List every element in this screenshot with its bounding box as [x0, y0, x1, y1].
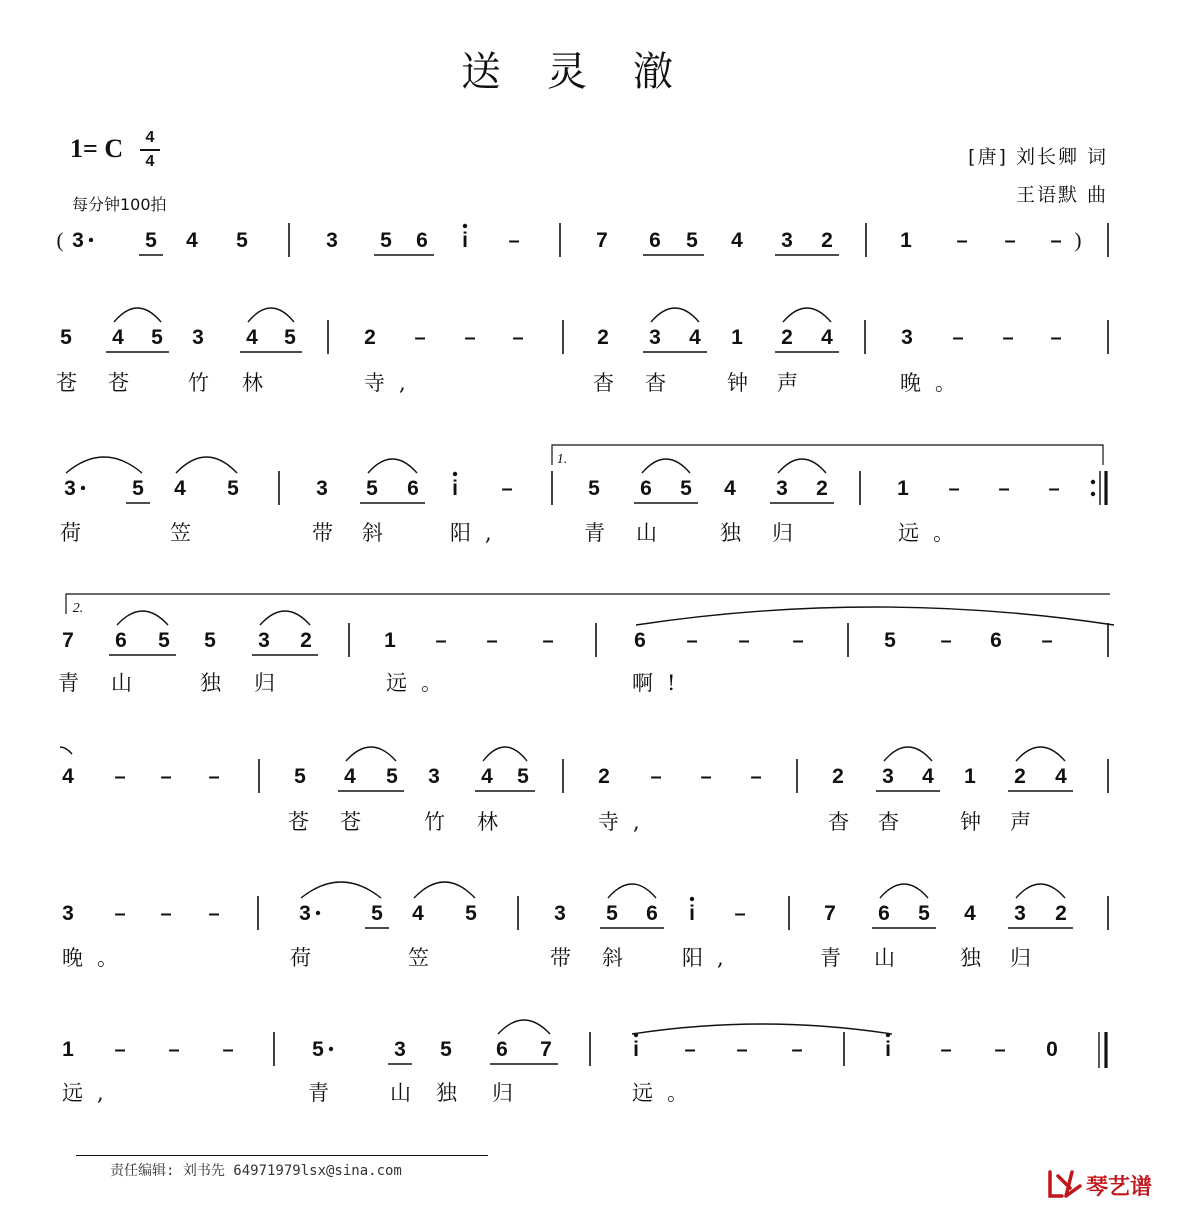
sustain-dash: –: [956, 230, 968, 252]
note: 1: [62, 1038, 74, 1061]
slur: [880, 884, 928, 898]
lyric-syllable: 远。: [386, 671, 456, 695]
note: i: [689, 902, 695, 925]
lyric-syllable: 归: [772, 521, 807, 545]
slur: [1016, 747, 1065, 761]
sustain-dash: –: [700, 766, 712, 788]
slur: [884, 747, 932, 761]
time-signature-top: 4: [145, 129, 155, 146]
lyric-syllable: 笠: [170, 521, 205, 545]
slur: [483, 747, 527, 761]
sustain-dash: –: [208, 903, 220, 925]
lyric-syllable: 归: [492, 1081, 527, 1105]
lyric-syllable: 阳,: [682, 946, 738, 970]
sustain-dash: –: [114, 766, 126, 788]
slur: [117, 611, 168, 625]
sustain-dash: –: [940, 1039, 952, 1061]
note: 5: [517, 765, 529, 788]
note: 7: [62, 629, 74, 652]
sustain-dash: –: [948, 478, 960, 500]
note: 3: [72, 229, 84, 252]
paren: (: [56, 228, 64, 252]
lyric-syllable: 林: [477, 810, 512, 834]
note: 3: [776, 477, 788, 500]
note: 5: [371, 902, 383, 925]
note: 6: [646, 902, 658, 925]
sustain-dash: –: [414, 327, 426, 349]
note: 5: [380, 229, 392, 252]
logo-text: 琴艺谱: [1086, 1175, 1153, 1200]
note: 6: [115, 629, 127, 652]
note: 5: [606, 902, 618, 925]
lyric-syllable: 独: [720, 521, 755, 545]
slur: [66, 457, 142, 473]
note: 5: [284, 326, 296, 349]
note: 5: [294, 765, 306, 788]
sustain-dash: –: [222, 1039, 234, 1061]
lyric-syllable: 独: [960, 946, 995, 970]
note: 6: [990, 629, 1002, 652]
augmentation-dot: [89, 238, 93, 242]
note: 4: [344, 765, 356, 788]
lyric-syllable: 寺,: [364, 371, 420, 395]
lyric-syllable: 笠: [408, 946, 443, 970]
note: 2: [816, 477, 828, 500]
note: 4: [724, 477, 736, 500]
note: 4: [62, 765, 74, 788]
note: i: [462, 229, 468, 252]
slur: [346, 747, 396, 761]
lyric-syllable: 带: [550, 946, 585, 970]
note: 4: [964, 902, 976, 925]
note: 5: [145, 229, 157, 252]
slur: [260, 611, 310, 625]
lyric-syllable: 苍: [340, 810, 375, 834]
slur: [778, 459, 826, 473]
lyric-syllable: 寺,: [598, 810, 654, 834]
volta-1-label: 1.: [556, 452, 568, 467]
sustain-dash: –: [160, 766, 172, 788]
tempo-marking: 每分钟100拍: [72, 195, 167, 214]
note: 5: [465, 902, 477, 925]
lyric-syllable: 阳,: [450, 521, 506, 545]
note: 3: [781, 229, 793, 252]
lyric-syllable: 苍: [108, 371, 143, 395]
slur: [608, 884, 656, 898]
note: 5: [686, 229, 698, 252]
slur: [301, 882, 381, 898]
sustain-dash: –: [734, 903, 746, 925]
lyric-syllable: 荷: [60, 521, 95, 545]
note: 4: [412, 902, 424, 925]
footer-divider: [76, 1155, 488, 1156]
note: 6: [407, 477, 419, 500]
note: 5: [884, 629, 896, 652]
note: 5: [158, 629, 170, 652]
note: 4: [174, 477, 186, 500]
lyric-syllable: 杳: [645, 371, 680, 395]
augmentation-dot: [329, 1047, 333, 1051]
note: 4: [186, 229, 198, 252]
lyric-syllable: 声: [1010, 810, 1045, 834]
lyric-syllable: 青: [584, 521, 619, 545]
note: 4: [481, 765, 493, 788]
lyric-syllable: 山: [874, 946, 909, 970]
sustain-dash: –: [464, 327, 476, 349]
note: 2: [300, 629, 312, 652]
sustain-dash: –: [1004, 230, 1016, 252]
logo-icon: [1046, 1168, 1084, 1200]
lyric-syllable: 晚。: [62, 946, 132, 970]
volta-1-bracket: [552, 445, 1103, 465]
note: 2: [364, 326, 376, 349]
slur: [632, 1024, 892, 1034]
sustain-dash: –: [208, 766, 220, 788]
lyric-syllable: 杳: [878, 810, 913, 834]
repeat-dot: [1091, 480, 1095, 484]
sustain-dash: –: [736, 1039, 748, 1061]
note: 4: [731, 229, 743, 252]
note: 3: [192, 326, 204, 349]
lyric-syllable: 斜: [602, 946, 637, 970]
note: 6: [649, 229, 661, 252]
note: i: [885, 1038, 891, 1061]
note: 5: [588, 477, 600, 500]
lyric-syllable: 杳: [828, 810, 863, 834]
note: 3: [428, 765, 440, 788]
tie-continuation: [60, 747, 72, 754]
note: 3: [554, 902, 566, 925]
note: 2: [781, 326, 793, 349]
sustain-dash: –: [952, 327, 964, 349]
note: 5: [60, 326, 72, 349]
note: 1: [897, 477, 909, 500]
note: 3: [394, 1038, 406, 1061]
slur: [498, 1020, 550, 1034]
augmentation-dot: [316, 911, 320, 915]
lyric-syllable: 竹: [188, 371, 223, 395]
lyric-syllable: 远。: [632, 1081, 702, 1105]
note: 5: [312, 1038, 324, 1061]
note: 5: [236, 229, 248, 252]
note: 3: [62, 902, 74, 925]
lyric-syllable: 荷: [290, 946, 325, 970]
note: 2: [821, 229, 833, 252]
lyric-syllable: 带: [312, 521, 347, 545]
lyric-syllable: 苍: [288, 810, 323, 834]
note: 5: [680, 477, 692, 500]
lyric-syllable: 远,: [62, 1081, 118, 1105]
sustain-dash: –: [114, 903, 126, 925]
note: 5: [440, 1038, 452, 1061]
lyric-syllable: 归: [1010, 946, 1045, 970]
lyric-syllable: 山: [111, 671, 146, 695]
sustain-dash: –: [650, 766, 662, 788]
lyric-syllable: 苍: [56, 371, 91, 395]
note: 4: [1055, 765, 1067, 788]
lyric-syllable: 青: [58, 671, 93, 695]
note: 5: [366, 477, 378, 500]
note: 5: [918, 902, 930, 925]
sustain-dash: –: [508, 230, 520, 252]
lyric-syllable: 归: [254, 671, 289, 695]
note: 1: [964, 765, 976, 788]
note: i: [633, 1038, 639, 1061]
note: 4: [689, 326, 701, 349]
slur: [642, 459, 690, 473]
volta-2-label: 2.: [72, 601, 84, 616]
repeat-dot: [1091, 492, 1095, 496]
sustain-dash: –: [998, 478, 1010, 500]
paren: ): [1074, 228, 1082, 252]
slur: [636, 607, 1114, 625]
lyricist-credit: [唐] 刘长卿 词: [968, 146, 1108, 168]
sustain-dash: –: [1048, 478, 1060, 500]
lyric-syllable: 杳: [593, 371, 628, 395]
sustain-dash: –: [1050, 327, 1062, 349]
note: 6: [878, 902, 890, 925]
note: 2: [598, 765, 610, 788]
lyric-syllable: 山: [390, 1081, 425, 1105]
sustain-dash: –: [1050, 230, 1062, 252]
sustain-dash: –: [1041, 630, 1053, 652]
lyric-syllable: 林: [242, 371, 277, 395]
note: 2: [832, 765, 844, 788]
sustain-dash: –: [994, 1039, 1006, 1061]
lyric-syllable: 晚。: [900, 371, 970, 395]
sustain-dash: –: [435, 630, 447, 652]
volta-2-bracket: [66, 594, 1110, 614]
sustain-dash: –: [940, 630, 952, 652]
sustain-dash: –: [542, 630, 554, 652]
lyric-syllable: 远。: [898, 521, 968, 545]
note: 3: [64, 477, 76, 500]
slur: [414, 882, 475, 898]
sustain-dash: –: [738, 630, 750, 652]
slur: [1016, 884, 1065, 898]
time-signature-bottom: 4: [140, 149, 160, 173]
sustain-dash: –: [168, 1039, 180, 1061]
note: 0: [1046, 1038, 1058, 1061]
note: 3: [326, 229, 338, 252]
augmentation-dot: [81, 486, 85, 490]
high-octave-dot: [453, 472, 457, 476]
note: 6: [496, 1038, 508, 1061]
note: 3: [901, 326, 913, 349]
sustain-dash: –: [792, 630, 804, 652]
note: 5: [204, 629, 216, 652]
site-logo: [1046, 1168, 1166, 1204]
slur: [783, 308, 831, 322]
composer-credit: 王语默 曲: [1015, 184, 1108, 206]
sustain-dash: –: [160, 903, 172, 925]
slur: [248, 308, 294, 322]
sustain-dash: –: [114, 1039, 126, 1061]
note: 3: [882, 765, 894, 788]
song-title: 送灵澈: [461, 49, 719, 95]
lyric-syllable: 斜: [362, 521, 397, 545]
note: 3: [649, 326, 661, 349]
lyric-syllable: 独: [436, 1081, 471, 1105]
note: 3: [258, 629, 270, 652]
note: 3: [299, 902, 311, 925]
note: 1: [731, 326, 743, 349]
lyric-syllable: 青: [308, 1081, 343, 1105]
note: 1: [900, 229, 912, 252]
note: 2: [1014, 765, 1026, 788]
key-signature: 1= C: [70, 134, 124, 163]
note: 6: [634, 629, 646, 652]
note: 6: [640, 477, 652, 500]
note: 5: [386, 765, 398, 788]
sustain-dash: –: [1002, 327, 1014, 349]
high-octave-dot: [463, 224, 467, 228]
lyric-syllable: 钟: [960, 810, 995, 834]
note: 1: [384, 629, 396, 652]
note: 7: [824, 902, 836, 925]
note: 4: [112, 326, 124, 349]
sustain-dash: –: [486, 630, 498, 652]
sustain-dash: –: [750, 766, 762, 788]
lyric-syllable: 青: [820, 946, 855, 970]
note: 3: [316, 477, 328, 500]
sustain-dash: –: [686, 630, 698, 652]
sustain-dash: –: [512, 327, 524, 349]
slur: [651, 308, 699, 322]
lyric-syllable: 声: [777, 371, 812, 395]
slur: [114, 308, 161, 322]
high-octave-dot: [690, 897, 694, 901]
note: 7: [596, 229, 608, 252]
sustain-dash: –: [791, 1039, 803, 1061]
note: 6: [416, 229, 428, 252]
lyric-syllable: 独: [200, 671, 235, 695]
note: 4: [246, 326, 258, 349]
slur: [176, 457, 237, 473]
slur: [368, 459, 417, 473]
note: 2: [1055, 902, 1067, 925]
note: 2: [597, 326, 609, 349]
note: 4: [821, 326, 833, 349]
lyric-syllable: 竹: [424, 810, 459, 834]
sustain-dash: –: [684, 1039, 696, 1061]
note: 5: [151, 326, 163, 349]
note: 5: [227, 477, 239, 500]
note: i: [452, 477, 458, 500]
sustain-dash: –: [501, 478, 513, 500]
lyric-syllable: 啊!: [632, 671, 690, 695]
lyric-syllable: 山: [636, 521, 671, 545]
note: 3: [1014, 902, 1026, 925]
lyric-syllable: 钟: [727, 371, 762, 395]
note: 7: [540, 1038, 552, 1061]
note: 5: [132, 477, 144, 500]
footer-editor: 责任编辑: 刘书先 64971979lsx@sina.com: [110, 1163, 402, 1179]
note: 4: [922, 765, 934, 788]
